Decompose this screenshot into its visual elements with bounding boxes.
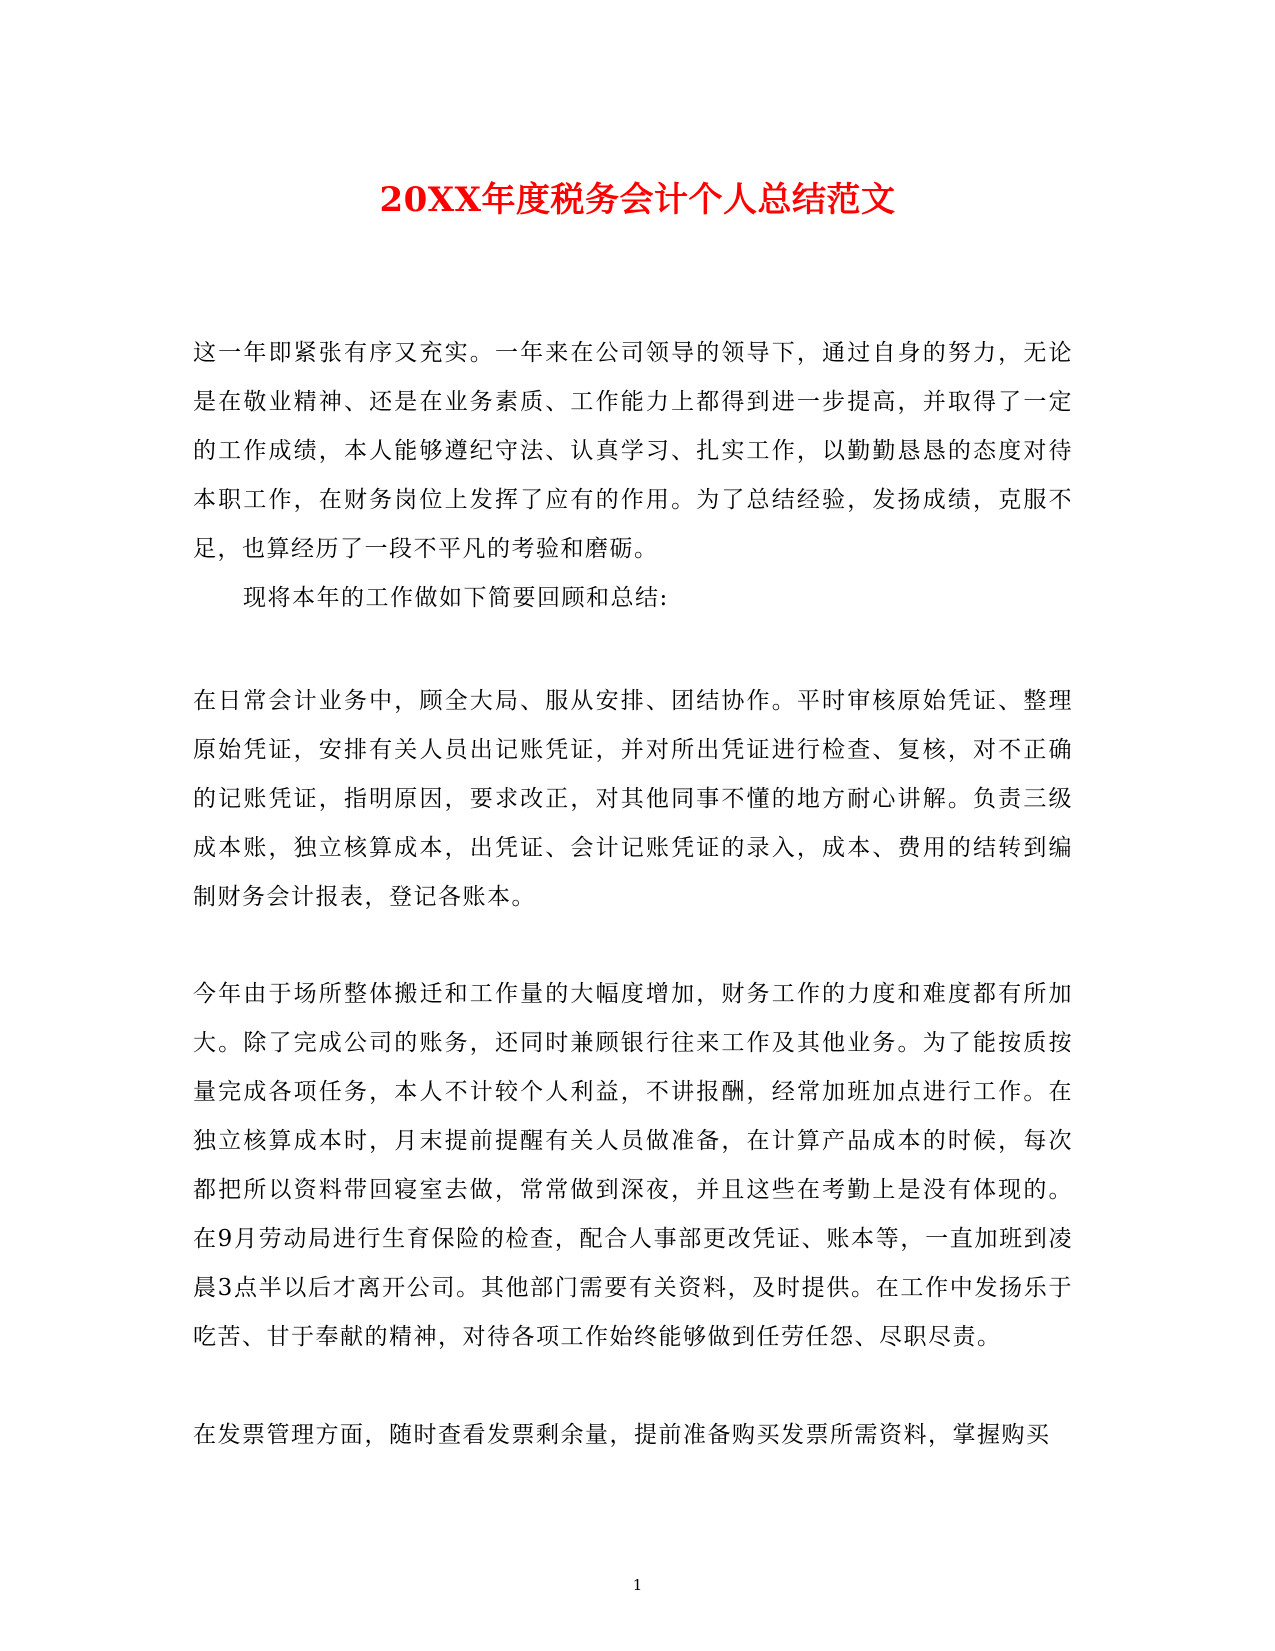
document-title: 20XX年度税务会计个人总结范文	[379, 180, 896, 220]
workload-paragraph: 今年由于场所整体搬迁和工作量的大幅度增加，财务工作的力度和难度都有所加大。除了完成公司的账务，还同时兼顾银行往来工作及其他业务。为了能按质按量完成各项任务，本人不计较个人利益，不讲报酬，经常加班加点进行工作。在独立核算成本时，月末提前提醒有关人员做准备，在计算产品成本的时候，每次都把所以资料带回寝室去做，常常做到深夜，并且这些在考勤上是没有体现的。在9月劳动局进行生育保险的检查，配合人事部更改凭证、账本等，一直加班到凌晨3点半以后才离开公司。其他部门需要有关资料，及时提供。在工作中发扬乐于吃苦、甘于奉献的精神，对待各项工作始终能够做到任劳任怨、尽职尽责。	[193, 981, 1073, 1350]
daily-work-paragraph: 在日常会计业务中，顾全大局、服从安排、团结协作。平时审核原始凭证、整理原始凭证，安排有关人员出记账凭证，并对所出凭证进行检查、复核，对不正确的记账凭证，指明原因，要求改正，对其他同事不懂的地方耐心讲解。负责三级成本账，独立核算成本，出凭证、会计记账凭证的录入，成本、费用的结转到编制财务会计报表，登记各账本。	[193, 688, 1073, 910]
invoice-paragraph: 在发票管理方面，随时查看发票剩余量，提前准备购买发票所需资料，掌握购买	[193, 1422, 1051, 1448]
page-number: 1	[632, 1576, 643, 1594]
intro-section	[193, 329, 1073, 623]
intro-paragraph: 这一年即紧张有序又充实。一年来在公司领导的领导下，通过自身的努力，无论是在敬业精神、还是在业务素质、工作能力上都得到进一步提高，并取得了一定的工作成绩，本人能够遵纪守法、认真学习、扎实工作，以勤勤恳恳的态度对待本职工作，在财务岗位上发挥了应有的作用。为了总结经验，发扬成绩，克服不足，也算经历了一段不平凡的考验和磨砺。	[193, 340, 1073, 562]
invoice-section	[193, 1411, 1073, 1460]
workload-section	[193, 970, 1073, 1362]
daily-work-section	[193, 677, 1073, 922]
intro-lead-paragraph: 现将本年的工作做如下简要回顾和总结:	[243, 585, 669, 611]
